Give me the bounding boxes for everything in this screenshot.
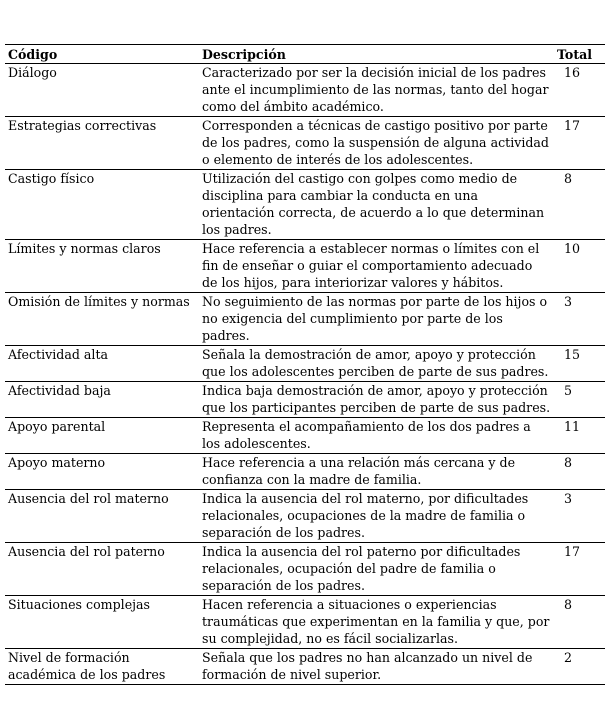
description-cell: Utilización del castigo con golpes como medio de disciplina para cambiar la conducta en una orientación correcta, de acuerdo a lo que determinan los padres. [197, 170, 554, 240]
description-cell: Hace referencia a establecer normas o límites con el fin de enseñar o guiar el comportamiento adecuado de los hijos, para interiorizar valores y hábitos. [197, 240, 554, 293]
code-cell: Límites y normas claros [5, 240, 197, 293]
table-row [5, 454, 605, 490]
description-cell: Señala la demostración de amor, apoyo y protección que los adolescentes perciben de parte de sus padres. [197, 346, 554, 382]
code-cell: Apoyo parental [5, 418, 197, 454]
table-row [5, 346, 605, 382]
code-cell: Nivel de formación académica de los padres [5, 649, 197, 685]
code-cell: Apoyo materno [5, 454, 197, 490]
code-cell: Afectividad baja [5, 382, 197, 418]
table-row [5, 117, 605, 170]
description-cell: Indica la ausencia del rol materno, por dificultades relacionales, ocupaciones de la madre de familia o separación de los padres. [197, 490, 554, 543]
total-cell: 8 [554, 596, 605, 649]
description-cell: No seguimiento de las normas por parte de los hijos o no exigencia del cumplimiento por parte de los padres. [197, 293, 554, 346]
header-description: Descripción [202, 47, 286, 62]
table-row [5, 64, 605, 117]
total-cell: 3 [554, 490, 605, 543]
table-row [5, 490, 605, 543]
total-cell: 8 [554, 454, 605, 490]
total-cell: 3 [554, 293, 605, 346]
header-code: Código [8, 47, 58, 62]
total-cell: 17 [554, 543, 605, 596]
code-cell: Castigo físico [5, 170, 197, 240]
table-row [5, 543, 605, 596]
description-cell: Indica la ausencia del rol paterno por dificultades relacionales, ocupación del padre de familia o separación de los padres. [197, 543, 554, 596]
code-cell: Estrategias correctivas [5, 117, 197, 170]
codes-table [5, 44, 605, 685]
header-total: Total [557, 47, 593, 62]
total-cell: 2 [554, 649, 605, 685]
code-cell: Afectividad alta [5, 346, 197, 382]
total-cell: 16 [554, 64, 605, 117]
code-cell: Ausencia del rol paterno [5, 543, 197, 596]
table-row [5, 293, 605, 346]
header-row [5, 45, 605, 64]
description-cell: Caracterizado por ser la decisión inicial de los padres ante el incumplimiento de las normas, tanto del hogar como del ámbito académico. [197, 64, 554, 117]
table-row [5, 418, 605, 454]
total-cell: 10 [554, 240, 605, 293]
description-cell: Hacen referencia a situaciones o experiencias traumáticas que experimentan en la familia y que, por su complejidad, no es fácil socializarlas. [197, 596, 554, 649]
total-cell: 8 [554, 170, 605, 240]
total-cell: 17 [554, 117, 605, 170]
table-row [5, 382, 605, 418]
description-cell: Corresponden a técnicas de castigo positivo por parte de los padres, como la suspensión de alguna actividad o elemento de interés de los adolescentes. [197, 117, 554, 170]
total-cell: 5 [554, 382, 605, 418]
code-cell: Omisión de límites y normas [5, 293, 197, 346]
table-row [5, 240, 605, 293]
code-cell: Ausencia del rol materno [5, 490, 197, 543]
total-cell: 11 [554, 418, 605, 454]
code-cell: Diálogo [5, 64, 197, 117]
code-cell: Situaciones complejas [5, 596, 197, 649]
table-row [5, 649, 605, 685]
table-row [5, 596, 605, 649]
description-cell: Indica baja demostración de amor, apoyo y protección que los participantes perciben de parte de sus padres. [197, 382, 554, 418]
table-row [5, 170, 605, 240]
description-cell: Representa el acompañamiento de los dos padres a los adolescentes. [197, 418, 554, 454]
table-header [5, 45, 605, 64]
total-cell: 15 [554, 346, 605, 382]
description-cell: Señala que los padres no han alcanzado un nivel de formación de nivel superior. [197, 649, 554, 685]
table-body [5, 64, 605, 685]
description-cell: Hace referencia a una relación más cercana y de confianza con la madre de familia. [197, 454, 554, 490]
